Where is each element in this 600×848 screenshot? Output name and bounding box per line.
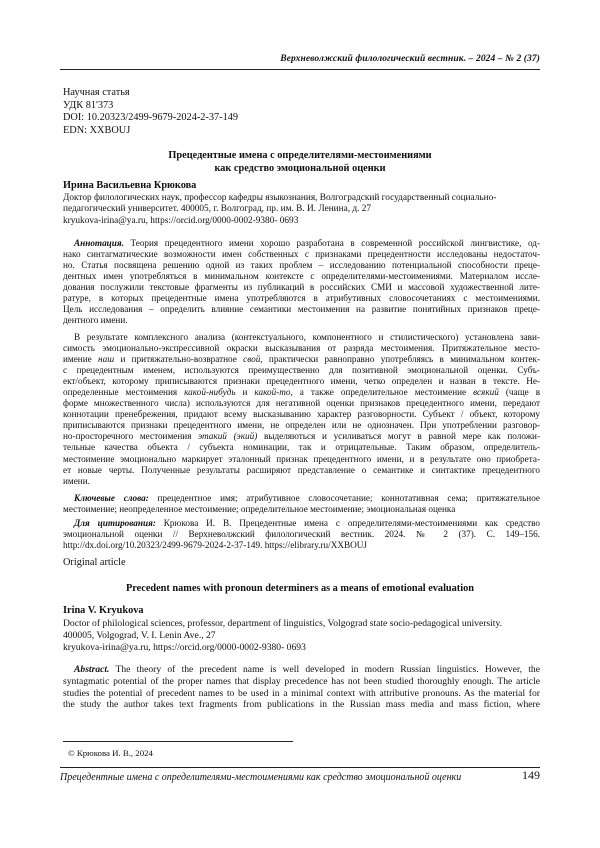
en-title: Precedent names with pronoun determiners as a means of emotional evaluation — [126, 583, 474, 594]
ru-affil-line2: педагогический университет. 400005, г. Волгоград, пр. им. В. И. Ленина, д. 27 — [63, 204, 372, 215]
ru-affil-line3[interactable]: kryukova-irina@ya.ru, https://orcid.org/0000-0002-9380- 0693 — [63, 215, 299, 226]
page-number: 149 — [522, 768, 540, 782]
copyright-note: © Крюкова И. В., 2024 — [68, 748, 153, 758]
ru-affiliation — [63, 193, 540, 227]
ru-title-line1: Прецедентные имена с определителями-местоимениями — [168, 150, 432, 161]
abstract-line: studies the potential of precedent names to be used in a minimal context with attributive pronouns. As the material for — [63, 687, 540, 699]
results-line: определенные местоимения какой-нибудь и какой-то, а также определительное местоимение всякий (чаще в — [63, 387, 540, 398]
keywords-label: Ключевые слова: — [74, 493, 149, 503]
running-head: Верхневолжский филологический вестник. – 2024 – № 2 (37) — [280, 54, 540, 64]
annotation-line: дентного имени. — [63, 315, 128, 326]
article-type: Научная статья — [63, 87, 130, 98]
en-affiliation — [63, 618, 540, 654]
running-footer: Прецедентные имена с определителями-местоимениями как средство эмоциональной оценки — [60, 772, 462, 783]
udk: УДК 81'373 — [63, 99, 114, 111]
results-line: тельные качества объекта / субъекта номинации, так и отрицательные. Таким образом, определитель- — [63, 442, 540, 453]
ru-results-paragraph — [63, 332, 540, 487]
citation-label: Для цитирования: — [74, 518, 156, 528]
results-line: ет новые черты. Полученные результаты расширяют представление о семантике и синтактике прецедентного — [63, 464, 540, 475]
annotation-label: Аннотация. — [74, 238, 124, 248]
results-line: местоимение эмоционально маркирует эталонный признак прецедентного имени, и в результате оно приобрета- — [63, 453, 540, 464]
annotation-line: Аннотация. Теория прецедентного имени хорошо разработана в современной российской лингвистике, од- — [74, 238, 540, 248]
ru-affil-line1: Доктор филологических наук, профессор кафедры языкознания, Волгоградский государственный социально- — [63, 193, 497, 203]
results-line: имение наш и притяжательно-возвратное свой, практически равноправно употребляясь в минимальном контек- — [63, 354, 540, 365]
results-line: В результате комплексного анализа (контекстуального, компонентного и стилистического) установлена зави- — [74, 332, 540, 342]
abstract-line: Abstract. The theory of the precedent name is well developed in modern Russian linguistics. However, the — [74, 664, 540, 675]
abstract-label: Abstract. — [74, 664, 110, 675]
annotation-line: нако синтагматические возможности имен собственных с признаками прецедентности исследованы недостаточ- — [63, 249, 540, 260]
ru-title-line2: как средство эмоциональной оценки — [214, 162, 386, 174]
en-affil-line1: Doctor of philological sciences, professor, department of linguistics, Volgograd state socio-pedagogical university. — [63, 618, 503, 629]
original-article-label: Original article — [63, 557, 126, 568]
header-rule — [60, 69, 540, 70]
ru-keywords — [63, 493, 540, 515]
annotation-line: ратуре, в которых прецедентные имена употребляются в атрибутивных словосочетаниях с местоимениями. — [63, 293, 540, 304]
results-line: имени. — [63, 475, 90, 486]
ru-citation — [63, 518, 540, 551]
abstract-line: syntagmatic potential of the proper names that display precedence has not been studied thoroughly enough. The article — [63, 675, 540, 687]
edn: EDN: XXBOUJ — [63, 124, 131, 136]
results-line: коннотации пренебрежения, придают всему высказыванию характер разговорности. Субъект / объект, которому — [63, 409, 540, 420]
annotation-line: Цель исследования – определить влияние семантики местоимения на развитие понятийных признаков преце- — [63, 304, 540, 315]
ru-author: Ирина Васильевна Крюкова — [63, 180, 197, 191]
en-author: Irina V. Kryukova — [63, 605, 144, 616]
annotation-line: дентных имен употребляться в минимальном контексте с определителями-местоимениями. Материалом иссле- — [63, 271, 540, 282]
ru-title — [60, 150, 540, 176]
citation-line: эмоциональной оценки // Верхневолжский филологический вестник. 2024. № 2 (37). С. 149–156. — [63, 529, 540, 540]
results-line: ект/объект, которому приписываются признаки прецедентного имени, четко определен и назван в тексте. Не- — [63, 376, 540, 387]
footnote-rule — [63, 741, 293, 742]
annotation-line: дования послужили текстовые фрагменты из публикаций в российских СМИ и массовой художественной лите- — [63, 282, 540, 293]
results-line: но-просторечного местоимения этакий (экий) выделяються и усиливаться могут в равной мере как положи- — [63, 431, 540, 442]
footer-rule — [60, 767, 540, 768]
doi[interactable]: DOI: 10.20323/2499-9679-2024-2-37-149 — [63, 112, 239, 124]
annotation-line: но. Статья посвящена решению одной из таких проблем – исследованию потенциальной способности преце- — [63, 260, 540, 271]
citation-line[interactable]: http://dx.doi.org/10.20323/2499-9679-2024-2-37-149. https://elibrary.ru/XXBOUJ — [63, 540, 367, 551]
keywords-line: местоимение; неопределенное местоимение; определительное местоимение; эмоциональная оценка — [63, 504, 456, 515]
en-affil-line3[interactable]: kryukova-irina@ya.ru, https://orcid.org/0000-0002-9380- 0693 — [63, 642, 306, 653]
citation-line: Для цитирования: Крюкова И. В. Прецедентные имена с определителями-местоимениями как средство — [74, 518, 540, 528]
ru-annotation — [63, 238, 540, 326]
en-affil-line2: 400005, Volgograd, V. I. Lenin Ave., 27 — [63, 630, 216, 641]
results-line: приписываются признаки прецедентного имени, не определен или не однозначен. При употреблении разговор- — [63, 420, 540, 431]
results-line: симость эмоционально-экспрессивной окраски высказывания от разряда местоимения. Притяжательное место- — [63, 343, 540, 354]
results-line: с прецедентным именем, используются преимущественно для позитивной эмоциональной оценки. Субъ- — [63, 365, 540, 376]
article-meta — [63, 87, 238, 137]
results-line: форме множественного числа) используются для негативной оценки признаков прецедентного имени, передают — [63, 398, 540, 409]
abstract-line: the study the author takes text fragments from publications in the Russian mass media and mass fiction, where — [63, 699, 540, 711]
en-abstract — [63, 664, 540, 711]
keywords-line: Ключевые слова: прецедентное имя; атрибутивное словосочетание; коннотативная сема; притяжательное — [74, 493, 540, 503]
